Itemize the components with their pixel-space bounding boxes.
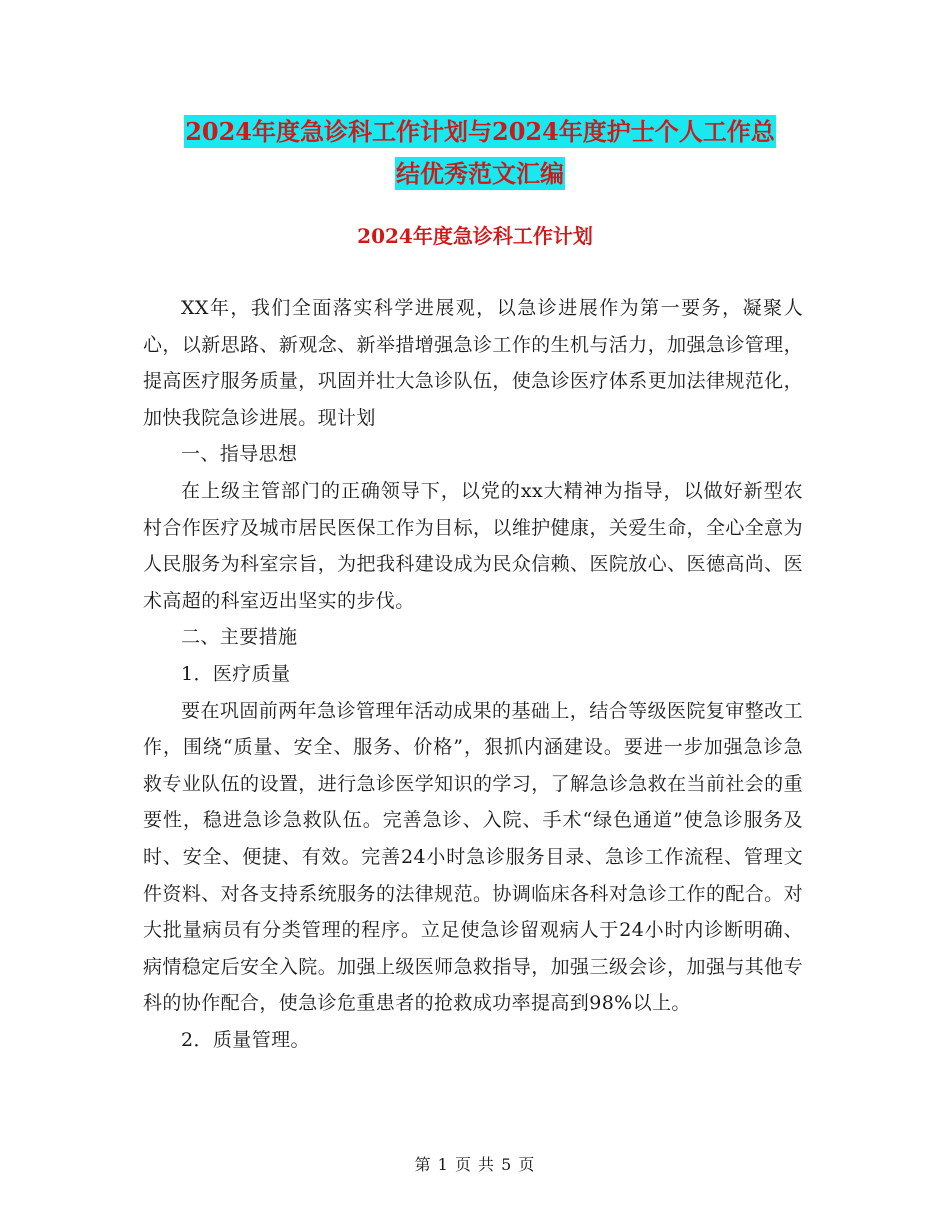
- heading-quality-management: 2．质量管理。: [181, 1028, 310, 1051]
- heading-medical-quality: 1．医疗质量: [181, 662, 291, 685]
- heading-main-measures: 二、主要措施: [181, 626, 298, 649]
- document-title-line-1: [130, 110, 830, 154]
- title-highlight: 2024年度急诊科工作计划与2024年度护士个人工作总: [185, 117, 775, 146]
- page-footer: 第 1 页 共 5 页: [414, 1155, 536, 1174]
- document-body: [143, 290, 803, 1058]
- title-highlight: 结优秀范文汇编: [396, 159, 564, 188]
- paragraph-guiding-ideology: 在上级主管部门的正确领导下，以党的xx大精神为指导，以做好新型农村合作医疗及城市居民医保工作为目标，以维护健康，关爱生命，全心全意为人民服务为科室宗旨，为把我科建设成为民众信赖、医院放心、医德高尚、医术高超的科室迈出坚实的步伐。: [143, 479, 803, 612]
- paragraph-medical-quality: 要在巩固前两年急诊管理年活动成果的基础上，结合等级医院复审整改工作，围绕“质量、安全、服务、价格”，狠抓内涵建设。要进一步加强急诊急救专业队伍的设置，进行急诊医学知识的学习，了解急诊急救在当前社会的重要性，稳进急诊急救队伍。完善急诊、入院、手术“绿色通道”使急诊服务及时、安全、便捷、有效。完善24小时急诊服务目录、急诊工作流程、管理文件资料、对各支持系统服务的法律规范。协调临床各科对急诊工作的配合。对大批量病员有分类管理的程序。立足使急诊留观病人于24小时内诊断明确、病情稳定后安全入院。加强上级医师急救指导，加强三级会诊，加强与其他专科的协作配合，使急诊危重患者的抢救成功率提高到98%以上。: [143, 699, 803, 1015]
- heading-guiding-ideology: 一、指导思想: [181, 443, 298, 466]
- section-title: 2024年度急诊科工作计划: [357, 224, 593, 248]
- paragraph-intro: XX年，我们全面落实科学进展观，以急诊进展作为第一要务，凝聚人心，以新思路、新观念、新举措增强急诊工作的生机与活力，加强急诊管理，提高医疗服务质量，巩固并壮大急诊队伍，使急诊医疗体系更加法律规范化，加快我院急诊进展。现计划: [143, 297, 803, 429]
- document-title-line-2: [130, 152, 830, 196]
